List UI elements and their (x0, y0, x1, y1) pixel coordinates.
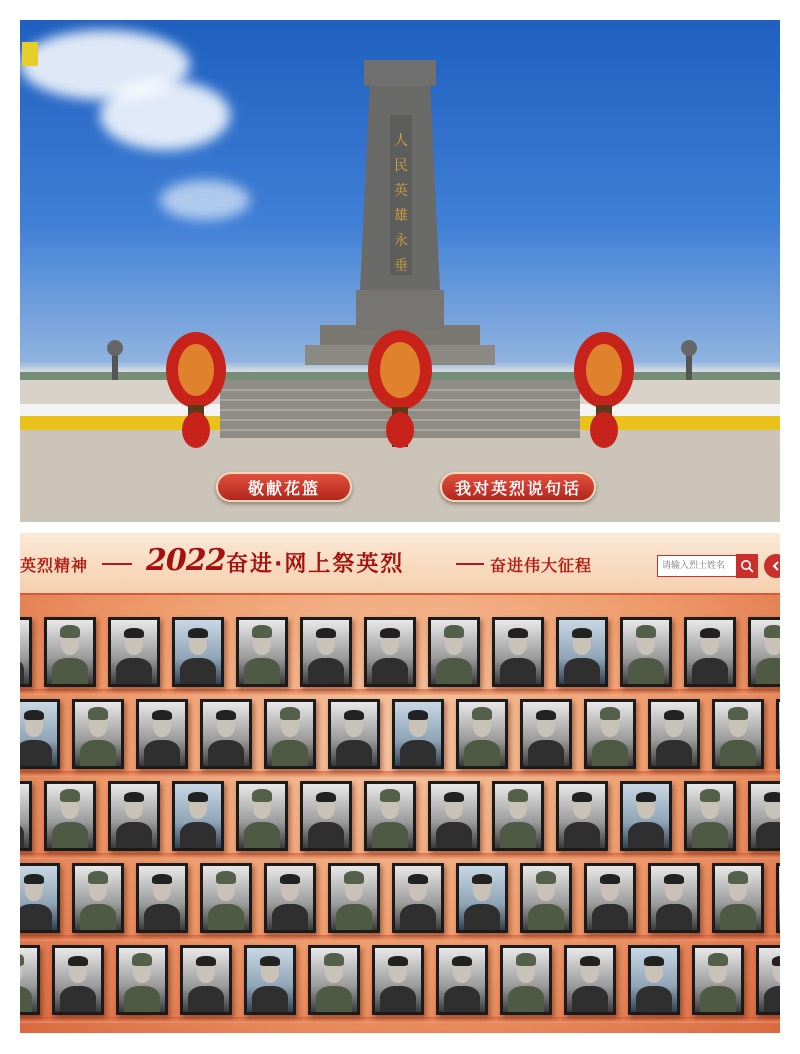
portrait-body (720, 740, 757, 766)
portrait-photo (367, 620, 413, 684)
martyr-portrait[interactable] (52, 945, 104, 1015)
portrait-hair (508, 789, 528, 802)
portrait-body (144, 904, 181, 930)
portrait-photo (303, 784, 349, 848)
portrait-hair (196, 956, 216, 966)
martyr-portrait[interactable] (136, 699, 188, 769)
martyr-portrait[interactable] (136, 863, 188, 933)
portrait-photo (559, 784, 605, 848)
portrait-hair (124, 792, 144, 802)
martyr-portrait[interactable] (116, 945, 168, 1015)
martyr-portrait[interactable] (236, 781, 288, 851)
portrait-photo (503, 948, 549, 1012)
portrait-hair (60, 789, 80, 802)
portrait-hair (252, 625, 272, 638)
martyr-portrait[interactable] (520, 863, 572, 933)
portrait-body (464, 904, 501, 930)
portrait-body (528, 740, 565, 766)
portrait-body (380, 986, 417, 1012)
portrait-body (20, 904, 52, 930)
portrait-photo (175, 784, 221, 848)
portrait-grid (20, 595, 780, 1033)
portrait-hair (216, 871, 236, 884)
svg-text:英: 英 (394, 183, 408, 199)
portrait-hair (728, 707, 748, 720)
martyr-portrait[interactable] (436, 945, 488, 1015)
portrait-hair (600, 707, 620, 720)
banner-left-phrase: 英烈精神 (20, 556, 89, 575)
portrait-hair (316, 628, 336, 638)
portrait-hair (188, 792, 208, 802)
portrait-body (336, 904, 373, 930)
portrait-body (692, 822, 729, 848)
portrait-photo (715, 702, 761, 766)
portrait-body (336, 740, 373, 766)
martyr-portrait[interactable] (456, 699, 508, 769)
martyr-portrait[interactable] (428, 781, 480, 851)
portrait-body (436, 658, 473, 684)
martyr-portrait[interactable] (300, 781, 352, 851)
portrait-photo (267, 866, 313, 930)
portrait-body (180, 658, 217, 684)
martyr-portrait[interactable] (20, 945, 40, 1015)
portrait-body (116, 822, 153, 848)
portrait-body (252, 986, 289, 1012)
martyr-portrait[interactable] (20, 863, 60, 933)
martyr-portrait[interactable] (364, 617, 416, 687)
martyr-portrait[interactable] (244, 945, 296, 1015)
martyr-portrait[interactable] (520, 699, 572, 769)
portrait-wall (20, 533, 780, 1033)
portrait-photo (431, 620, 477, 684)
portrait-photo (20, 866, 57, 930)
portrait-body (272, 904, 309, 930)
martyr-portrait[interactable] (748, 617, 780, 687)
portrait-hair (444, 625, 464, 638)
portrait-body (116, 658, 153, 684)
portrait-photo (715, 866, 761, 930)
portrait-body (208, 904, 245, 930)
portrait-hair (260, 956, 280, 966)
portrait-body (444, 986, 481, 1012)
portrait-hair (88, 871, 108, 884)
back-arrow-icon (770, 560, 780, 572)
portrait-photo (367, 784, 413, 848)
portrait-photo (587, 702, 633, 766)
martyr-portrait[interactable] (72, 863, 124, 933)
portrait-body (592, 740, 629, 766)
martyr-portrait[interactable] (492, 781, 544, 851)
martyr-portrait[interactable] (20, 781, 32, 851)
portrait-hair (24, 710, 44, 720)
portrait-photo (247, 948, 293, 1012)
portrait-photo (119, 948, 165, 1012)
portrait-photo (75, 866, 121, 930)
portrait-body (656, 740, 693, 766)
portrait-body (564, 658, 601, 684)
martyr-portrait[interactable] (392, 699, 444, 769)
martyr-portrait[interactable] (776, 699, 780, 769)
portrait-hair (536, 871, 556, 884)
martyr-portrait[interactable] (684, 781, 736, 851)
portrait-body (272, 740, 309, 766)
martyr-portrait[interactable] (72, 699, 124, 769)
portrait-hair (68, 956, 88, 966)
portrait-hair (636, 625, 656, 638)
portrait-hair (132, 953, 152, 966)
portrait-photo (20, 702, 57, 766)
header-banner (20, 533, 780, 595)
portrait-body (20, 740, 52, 766)
shelf-divider (20, 771, 780, 777)
portrait-hair (444, 792, 464, 802)
martyr-portrait[interactable] (44, 781, 96, 851)
martyr-portrait[interactable] (684, 617, 736, 687)
portrait-hair (344, 710, 364, 720)
martyr-portrait[interactable] (364, 781, 416, 851)
shelf-divider (20, 853, 780, 859)
portrait-photo (631, 948, 677, 1012)
portrait-photo (239, 784, 285, 848)
divider (456, 563, 484, 565)
portrait-photo (587, 866, 633, 930)
portrait-photo (431, 784, 477, 848)
portrait-photo (779, 702, 780, 766)
martyr-portrait[interactable] (748, 781, 780, 851)
martyr-portrait[interactable] (108, 781, 160, 851)
portrait-body (180, 822, 217, 848)
portrait-body (208, 740, 245, 766)
search-button[interactable] (736, 554, 758, 578)
martyr-portrait[interactable] (492, 617, 544, 687)
portrait-hair (24, 874, 44, 884)
portrait-body (52, 822, 89, 848)
martyr-portrait[interactable] (236, 617, 288, 687)
portrait-hair (600, 874, 620, 884)
portrait-hair (380, 789, 400, 802)
portrait-hair (408, 874, 428, 884)
portrait-photo (687, 620, 733, 684)
portrait-body (692, 658, 729, 684)
portrait-hair (324, 953, 344, 966)
portrait-photo (111, 620, 157, 684)
portrait-photo (559, 620, 605, 684)
martyr-portrait[interactable] (328, 699, 380, 769)
portrait-hair (380, 628, 400, 638)
portrait-body (700, 986, 737, 1012)
banner-year: 2022 (146, 543, 226, 578)
martyr-portrait[interactable] (776, 863, 780, 933)
portrait-body (400, 904, 437, 930)
portrait-body (756, 822, 780, 848)
portrait-photo (239, 620, 285, 684)
portrait-hair (536, 710, 556, 720)
portrait-body (436, 822, 473, 848)
portrait-photo (459, 866, 505, 930)
martyr-portrait[interactable] (180, 945, 232, 1015)
portrait-body (308, 822, 345, 848)
portrait-photo (47, 784, 93, 848)
portrait-hair (764, 625, 780, 638)
portrait-body (720, 904, 757, 930)
portrait-body (80, 740, 117, 766)
portrait-body (564, 822, 601, 848)
svg-text:雄: 雄 (394, 208, 408, 224)
portrait-hair (152, 874, 172, 884)
portrait-hair (280, 874, 300, 884)
portrait-body (572, 986, 609, 1012)
martyr-portrait[interactable] (620, 781, 672, 851)
portrait-photo (523, 866, 569, 930)
portrait-body (636, 986, 673, 1012)
portrait-photo (495, 784, 541, 848)
martyr-portrait[interactable] (300, 617, 352, 687)
portrait-hair (88, 707, 108, 720)
portrait-photo (779, 866, 780, 930)
martyr-portrait[interactable] (172, 617, 224, 687)
portrait-hair (20, 953, 24, 966)
portrait-photo (623, 784, 669, 848)
shelf-divider (20, 689, 780, 695)
portrait-photo (175, 620, 221, 684)
martyr-portrait[interactable] (712, 863, 764, 933)
portrait-hair (700, 789, 720, 802)
martyr-portrait[interactable] (20, 699, 60, 769)
martyr-portrait[interactable] (308, 945, 360, 1015)
banner-right-phrase: 奋进伟大征程 (490, 556, 593, 575)
portrait-body (316, 986, 353, 1012)
portrait-body (464, 740, 501, 766)
portrait-photo (20, 784, 29, 848)
portrait-hair (764, 792, 780, 802)
portrait-body (628, 658, 665, 684)
shelf-divider (20, 935, 780, 941)
portrait-hair (60, 625, 80, 638)
portrait-body (124, 986, 161, 1012)
portrait-hair (700, 628, 720, 638)
portrait-hair (664, 874, 684, 884)
portrait-photo (395, 866, 441, 930)
portrait-body (20, 822, 24, 848)
present-basket-button[interactable]: 敬献花篮 (216, 472, 352, 502)
portrait-body (592, 904, 629, 930)
portrait-hair (252, 789, 272, 802)
portrait-photo (183, 948, 229, 1012)
martyr-portrait[interactable] (556, 781, 608, 851)
portrait-photo (439, 948, 485, 1012)
portrait-body (656, 904, 693, 930)
martyr-portrait[interactable] (648, 699, 700, 769)
martyr-portrait[interactable] (756, 945, 780, 1015)
portrait-hair (636, 792, 656, 802)
portrait-hair (508, 628, 528, 638)
portrait-body (628, 822, 665, 848)
portrait-hair (580, 956, 600, 966)
portrait-photo (331, 702, 377, 766)
svg-text:永: 永 (394, 233, 408, 249)
martyr-portrait[interactable] (172, 781, 224, 851)
portrait-body (20, 986, 32, 1012)
portrait-hair (772, 956, 780, 966)
portrait-body (372, 822, 409, 848)
portrait-hair (216, 710, 236, 720)
martyr-portrait[interactable] (584, 863, 636, 933)
martyr-portrait[interactable] (328, 863, 380, 933)
portrait-photo (651, 866, 697, 930)
martyr-portrait[interactable] (372, 945, 424, 1015)
martyr-portrait[interactable] (264, 863, 316, 933)
portrait-photo (111, 784, 157, 848)
portrait-body (144, 740, 181, 766)
portrait-hair (572, 792, 592, 802)
portrait-hair (728, 871, 748, 884)
martyr-portrait[interactable] (44, 617, 96, 687)
portrait-hair (344, 871, 364, 884)
portrait-body (52, 658, 89, 684)
portrait-photo (495, 620, 541, 684)
portrait-hair (516, 953, 536, 966)
martyr-portrait[interactable] (428, 617, 480, 687)
portrait-photo (759, 948, 780, 1012)
martyr-portrait[interactable] (456, 863, 508, 933)
search-icon (740, 559, 754, 573)
banner-title: 奋进·网上祭英烈 (226, 552, 405, 577)
martyr-portrait[interactable] (564, 945, 616, 1015)
portrait-body (188, 986, 225, 1012)
martyr-portrait[interactable] (392, 863, 444, 933)
portrait-photo (311, 948, 357, 1012)
portrait-photo (139, 702, 185, 766)
monument-illustration (20, 20, 780, 522)
say-to-heroes-button[interactable]: 我对英烈说句话 (440, 472, 596, 502)
portrait-body (244, 822, 281, 848)
portrait-photo (751, 620, 780, 684)
portrait-body (756, 658, 780, 684)
portrait-body (500, 822, 537, 848)
portrait-photo (523, 702, 569, 766)
portrait-hair (472, 874, 492, 884)
monument-scene (20, 20, 780, 522)
portrait-hair (152, 710, 172, 720)
portrait-body (528, 904, 565, 930)
portrait-body (372, 658, 409, 684)
shelf-divider (20, 1017, 780, 1023)
portrait-body (500, 658, 537, 684)
martyr-portrait[interactable] (692, 945, 744, 1015)
portrait-photo (303, 620, 349, 684)
portrait-body (80, 904, 117, 930)
portrait-hair (408, 710, 428, 720)
martyr-portrait[interactable] (648, 863, 700, 933)
divider (102, 563, 132, 565)
martyr-portrait[interactable] (556, 617, 608, 687)
portrait-photo (75, 702, 121, 766)
portrait-hair (388, 956, 408, 966)
martyr-portrait[interactable] (20, 617, 32, 687)
portrait-photo (20, 620, 29, 684)
portrait-hair (572, 628, 592, 638)
portrait-photo (687, 784, 733, 848)
portrait-body (60, 986, 97, 1012)
martyr-portrait[interactable] (200, 863, 252, 933)
portrait-hair (708, 953, 728, 966)
portrait-hair (644, 956, 664, 966)
portrait-body (400, 740, 437, 766)
portrait-photo (267, 702, 313, 766)
portrait-photo (331, 866, 377, 930)
portrait-body (764, 986, 780, 1012)
martyr-portrait[interactable] (200, 699, 252, 769)
portrait-hair (316, 792, 336, 802)
portrait-photo (623, 620, 669, 684)
portrait-photo (695, 948, 741, 1012)
portrait-hair (124, 628, 144, 638)
martyr-portrait[interactable] (628, 945, 680, 1015)
portrait-body (508, 986, 545, 1012)
portrait-photo (375, 948, 421, 1012)
martyr-portrait[interactable] (264, 699, 316, 769)
portrait-body (244, 658, 281, 684)
martyr-portrait[interactable] (584, 699, 636, 769)
portrait-photo (203, 866, 249, 930)
portrait-photo (203, 702, 249, 766)
martyr-portrait[interactable] (620, 617, 672, 687)
martyr-portrait[interactable] (500, 945, 552, 1015)
portrait-body (20, 658, 24, 684)
svg-text:垂: 垂 (394, 258, 408, 274)
portrait-photo (651, 702, 697, 766)
portrait-body (308, 658, 345, 684)
portrait-hair (188, 628, 208, 638)
portrait-photo (567, 948, 613, 1012)
portrait-hair (452, 956, 472, 966)
portrait-hair (664, 710, 684, 720)
portrait-photo (395, 702, 441, 766)
back-button[interactable] (764, 554, 780, 578)
svg-text:民: 民 (394, 158, 408, 174)
martyr-search-input[interactable] (657, 555, 737, 577)
portrait-photo (20, 948, 37, 1012)
martyr-portrait[interactable] (108, 617, 160, 687)
portrait-photo (751, 784, 780, 848)
portrait-hair (472, 707, 492, 720)
portrait-photo (459, 702, 505, 766)
portrait-photo (55, 948, 101, 1012)
portrait-photo (47, 620, 93, 684)
portrait-photo (139, 866, 185, 930)
svg-text:人: 人 (394, 133, 408, 149)
portrait-hair (280, 707, 300, 720)
martyr-portrait[interactable] (712, 699, 764, 769)
